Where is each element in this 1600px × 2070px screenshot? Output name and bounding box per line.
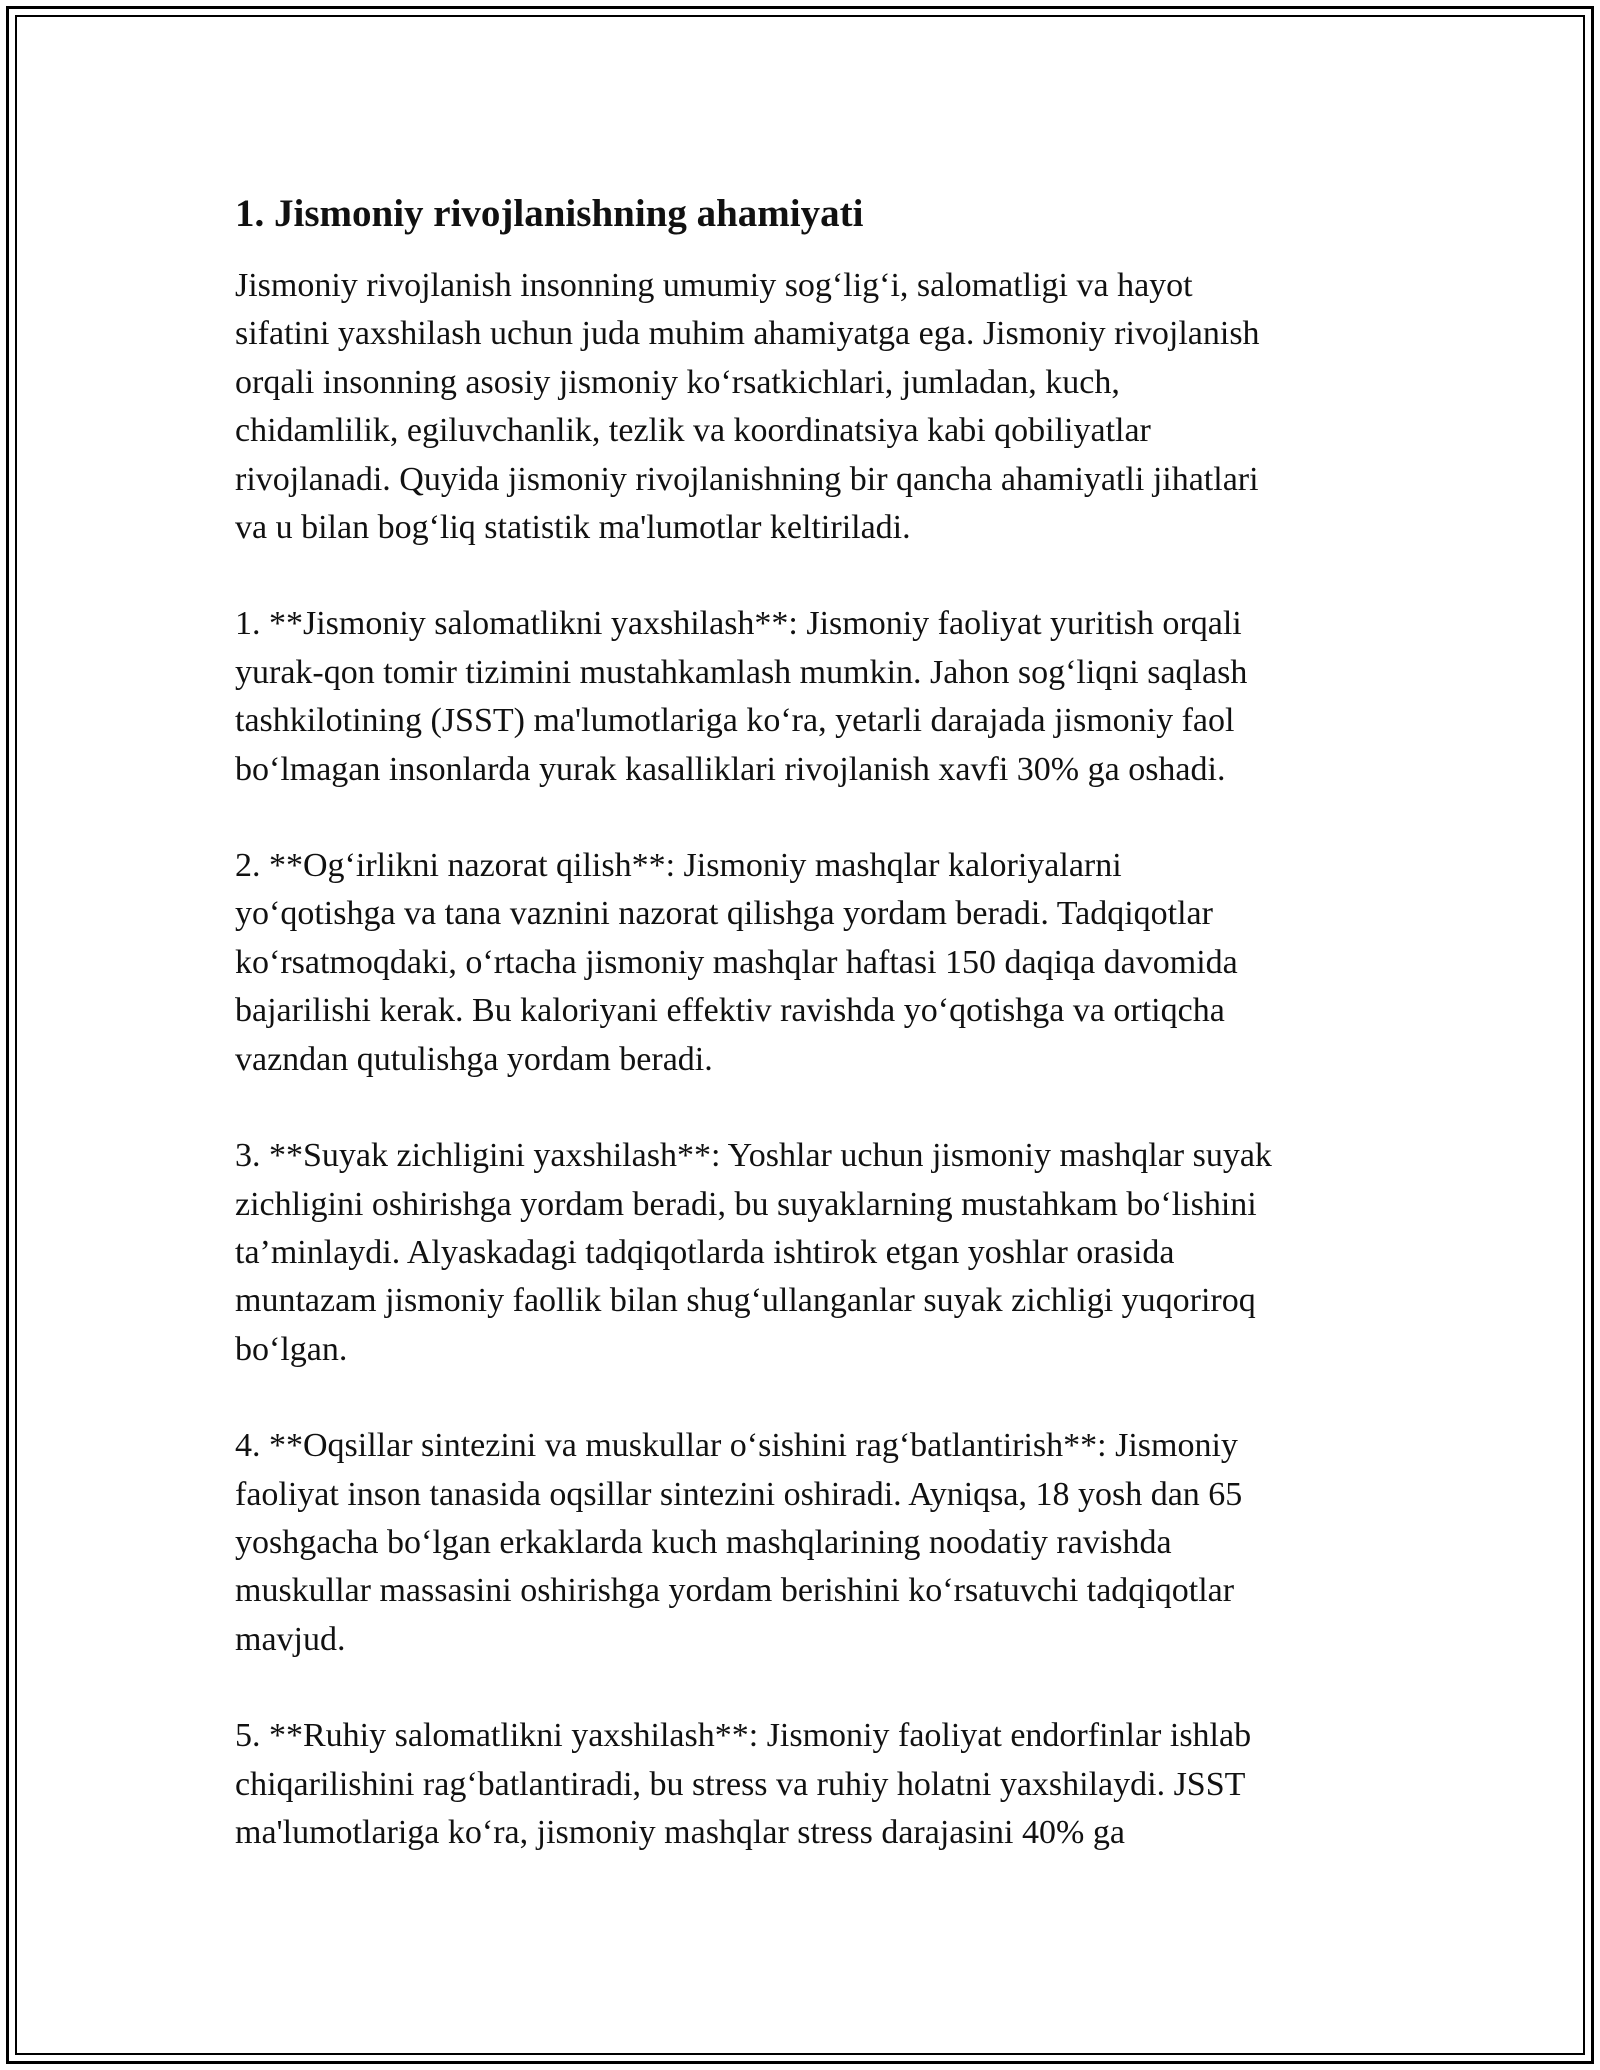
document-body: [235, 188, 1365, 1905]
text-line: bajarilishi kerak. Bu kaloriyani effektiv ravishda yo‘qotishga va ortiqcha: [235, 992, 1225, 1030]
text-line: 5. **Ruhiy salomatlikni yaxshilash**: Jismoniy faoliyat endorfinlar ishlab: [235, 1717, 1252, 1755]
text-line: muntazam jismoniy faollik bilan shug‘ullanganlar suyak zichligi yuqoriroq: [235, 1282, 1256, 1320]
text-line: chidamlilik, egiluvchanlik, tezlik va koordinatsiya kabi qobiliyatlar: [235, 412, 1151, 450]
text-line: bo‘lmagan insonlarda yurak kasalliklari rivojlanish xavfi 30% ga oshadi.: [235, 750, 1226, 788]
text-line: Jismoniy rivojlanish insonning umumiy sog‘lig‘i, salomatligi va hayot: [235, 267, 1193, 304]
text-line: zichligini oshirishga yordam beradi, bu suyaklarning mustahkam bo‘lishini: [235, 1185, 1257, 1223]
text-line: orqali insonning asosiy jismoniy ko‘rsatkichlari, jumladan, kuch,: [235, 363, 1120, 401]
text-line: yoshgacha bo‘lgan erkaklarda kuch mashqlarining noodatiy ravishda: [235, 1523, 1172, 1561]
text-line: faoliyat inson tanasida oqsillar sintezini oshiradi. Ayniqsa, 18 yosh dan 65: [235, 1475, 1243, 1513]
text-line: sifatini yaxshilash uchun juda muhim ahamiyatga ega. Jismoniy rivojlanish: [235, 315, 1260, 353]
text-line: yo‘qotishga va tana vaznini nazorat qilishga yordam beradi. Tadqiqotlar: [235, 895, 1213, 933]
list-item-paragraph: [235, 1422, 1365, 1664]
text-line: muskullar massasini oshirishga yordam berishini ko‘rsatuvchi tadqiqotlar: [235, 1572, 1235, 1610]
list-item-paragraph: [235, 842, 1365, 1084]
list-item-paragraph: [235, 1132, 1365, 1374]
list-item-paragraph: [235, 1712, 1365, 1857]
text-line: 1. **Jismoniy salomatlikni yaxshilash**: Jismoniy faoliyat yuritish orqali: [235, 605, 1242, 643]
text-line: yurak-qon tomir tizimini mustahkamlash mumkin. Jahon sog‘liqni saqlash: [235, 653, 1248, 691]
text-line: chiqarilishini rag‘batlantiradi, bu stress va ruhiy holatni yaxshilaydi. JSST: [235, 1765, 1246, 1803]
list-item-paragraph: [235, 600, 1365, 794]
text-line: 4. **Oqsillar sintezini va muskullar o‘sishini rag‘batlantirish**: Jismoniy: [235, 1427, 1238, 1465]
text-line: va u bilan bog‘liq statistik ma'lumotlar keltiriladi.: [235, 509, 911, 547]
text-line: ta’minlaydi. Alyaskadagi tadqiqotlarda ishtirok etgan yoshlar orasida: [235, 1233, 1175, 1271]
text-line: mavjud.: [235, 1620, 346, 1658]
text-line: rivojlanadi. Quyida jismoniy rivojlanishning bir qancha ahamiyatli jihatlari: [235, 460, 1259, 498]
section-heading: 1. Jismoniy rivojlanishning ahamiyati: [235, 192, 864, 235]
text-line: 3. **Suyak zichligini yaxshilash**: Yoshlar uchun jismoniy mashqlar suyak: [235, 1137, 1272, 1175]
text-line: tashkilotining (JSST) ma'lumotlariga ko‘ra, yetarli darajada jismoniy faol: [235, 702, 1235, 740]
intro-paragraph: [235, 262, 1365, 552]
text-line: bo‘lgan.: [235, 1330, 348, 1368]
text-line: 2. **Og‘irlikni nazorat qilish**: Jismoniy mashqlar kaloriyalarni: [235, 847, 1122, 885]
text-line: vazndan qutulishga yordam beradi.: [235, 1040, 713, 1078]
text-line: ma'lumotlariga ko‘ra, jismoniy mashqlar stress darajasini 40% ga: [235, 1813, 1125, 1851]
text-line: ko‘rsatmoqdaki, o‘rtacha jismoniy mashqlar haftasi 150 daqiqa davomida: [235, 943, 1238, 981]
